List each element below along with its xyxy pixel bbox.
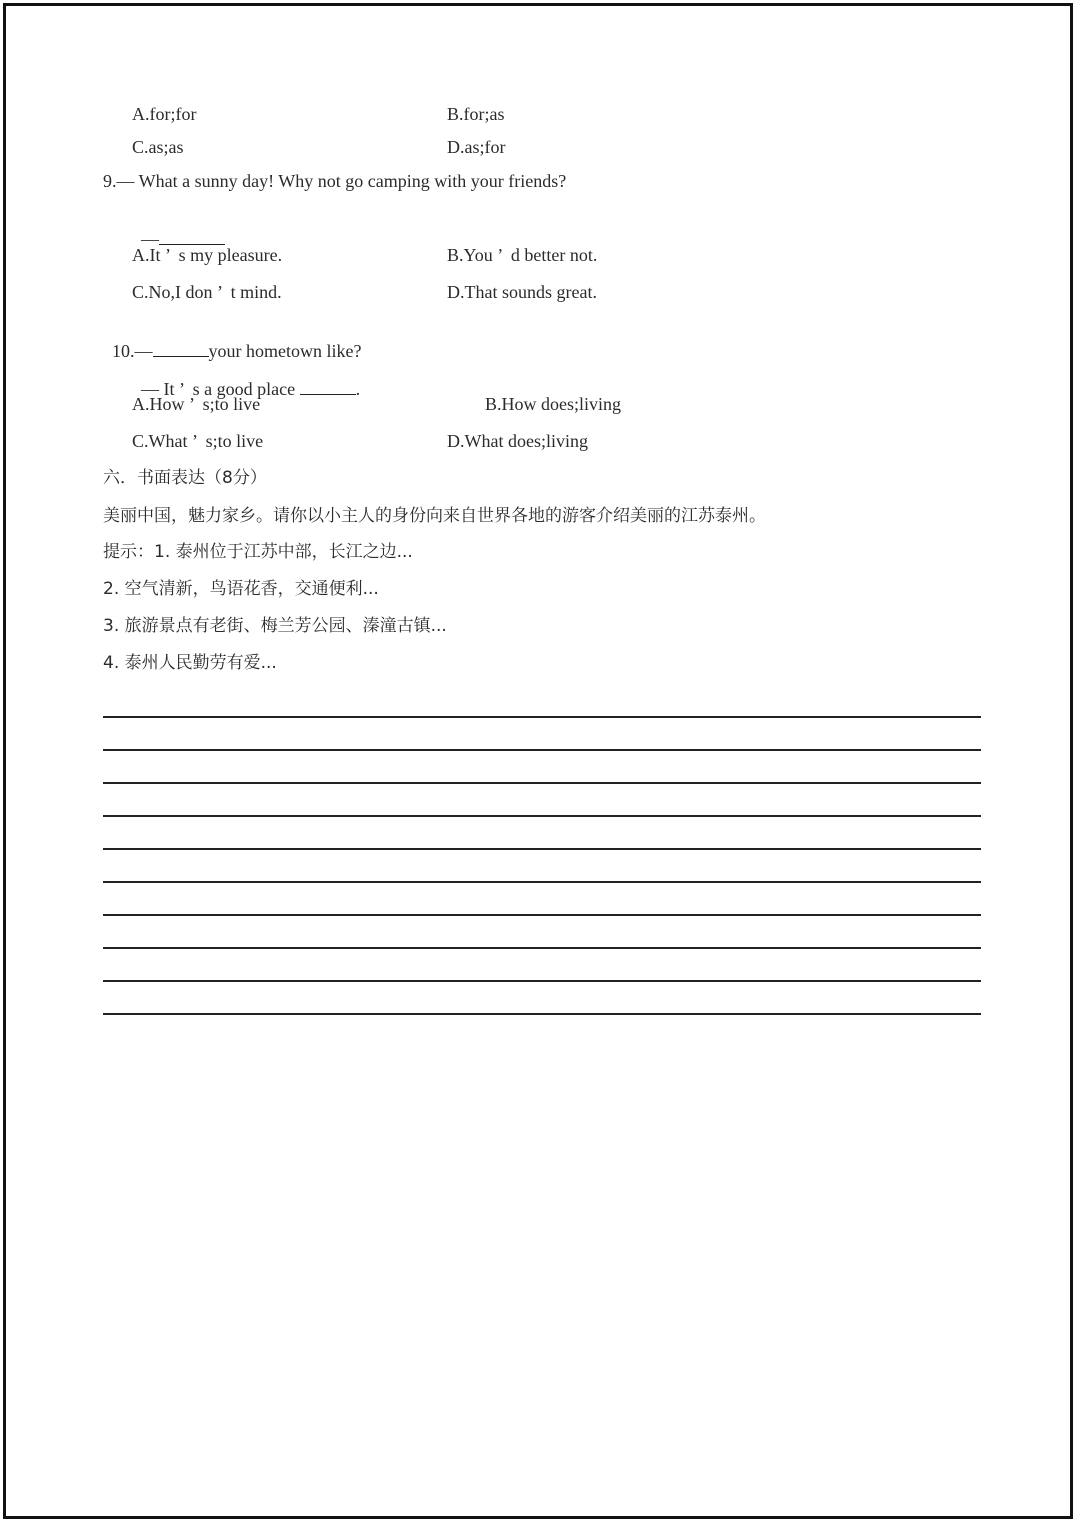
writing-line <box>103 947 981 949</box>
writing-line <box>103 914 981 916</box>
q8-option-d: D.as;for <box>447 137 506 157</box>
writing-line <box>103 1013 981 1015</box>
section6-hint-2: 2. 空气清新，鸟语花香，交通便利... <box>103 579 379 599</box>
q9-option-d: D.That sounds great. <box>447 282 597 302</box>
q9-answer-blank <box>159 228 225 245</box>
q9-option-c: C.No,I don ’ t mind. <box>132 282 282 302</box>
writing-line <box>103 716 981 718</box>
q10-reply-prefix: — It ’ s a good place <box>141 379 300 399</box>
writing-line <box>103 782 981 784</box>
q8-option-c: C.as;as <box>132 137 184 157</box>
section6-prompt: 美丽中国，魅力家乡。请你以小主人的身份向来自世界各地的游客介绍美丽的江苏泰州。 <box>103 506 766 526</box>
q10-stem-prefix: 10.— <box>112 341 153 361</box>
q10-reply-suffix: . <box>355 379 361 399</box>
q8-option-b: B.for;as <box>447 104 505 124</box>
q10-option-b: B.How does;living <box>485 394 622 414</box>
q10-stem-suffix: your hometown like? <box>208 341 362 361</box>
q10-stem-blank <box>153 340 209 357</box>
writing-line <box>103 881 981 883</box>
writing-line <box>103 848 981 850</box>
q9-stem: 9.— What a sunny day! Why not go camping with your friends? <box>103 171 567 191</box>
q10-option-a: A.How ’ s;to live <box>132 394 261 414</box>
section6-hint-3: 3. 旅游景点有老街、梅兰芳公园、溱潼古镇... <box>103 616 447 636</box>
writing-line <box>103 815 981 817</box>
q9-option-b: B.You ’ d better not. <box>447 245 598 265</box>
q9-reply-dash: — <box>141 229 159 249</box>
section6-hint-1: 提示：1. 泰州位于江苏中部，长江之边... <box>103 542 413 562</box>
writing-line <box>103 749 981 751</box>
writing-line <box>103 980 981 982</box>
q10-reply-blank <box>300 378 356 395</box>
section6-hint-4: 4. 泰州人民勤劳有爱... <box>103 653 277 673</box>
section6-heading: 六．书面表达（8分） <box>103 468 267 488</box>
q8-option-a: A.for;for <box>132 104 197 124</box>
q10-option-c: C.What ’ s;to live <box>132 431 264 451</box>
q10-option-d: D.What does;living <box>447 431 588 451</box>
q9-option-a: A.It ’ s my pleasure. <box>132 245 283 265</box>
